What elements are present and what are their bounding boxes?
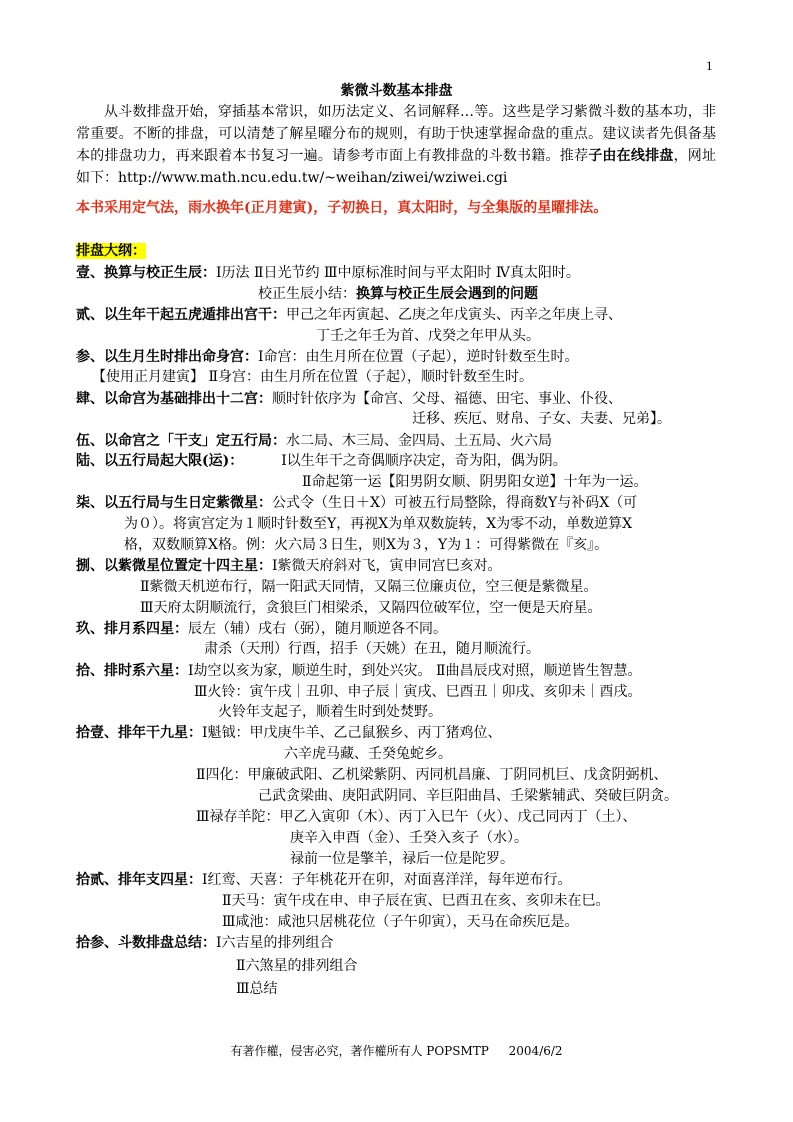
outline-line: 拾壹、排年干九星：Ⅰ魁钺：甲戊庚牛羊、乙己鼠猴乡、丙丁猪鸡位、	[76, 725, 502, 741]
outline-line: 贰、以生年干起五虎遁排出宫干：甲己之年丙寅起、乙庚之年戊寅头、丙辛之年庚上寻、	[76, 307, 622, 323]
outline-line: 肆、以命宫为基础排出十二宫：顺时针依序为【命宫、父母、福德、田宅、事业、仆役、	[76, 391, 622, 407]
page-number: 1	[706, 58, 713, 73]
outline-line: 伍、以命宫之「干支」定五行局：水二局、木三局、金四局、土五局、火六局	[76, 433, 552, 449]
outline-line: 庚辛入申酉（金）、壬癸入亥子（水）。	[290, 830, 528, 846]
outline-line: 【使用正月建寅】 Ⅱ身宫：由生月所在位置（子起），顺时针数至生时。	[92, 369, 533, 385]
outline-line: 己武贪梁曲、庚阳武阴同、辛巨阳曲昌、壬梁紫辅武、癸破巨阴贪。	[258, 788, 678, 804]
outline-line: 肃杀（天刑）行酉，招手（天姚）在丑，随月顺流行。	[204, 641, 540, 657]
outline-heading	[76, 240, 146, 260]
outline-line: Ⅱ命起第一运【阳男阴女顺、阴男阳女逆】十年为一运。	[302, 474, 648, 490]
outline-line: Ⅱ天马：寅午戌在申、申子辰在寅、巳酉丑在亥、亥卯未在巳。	[222, 893, 610, 909]
outline-line: 拾参、斗数排盘总结：Ⅰ六吉星的排列组合	[76, 935, 334, 951]
page-footer	[0, 1042, 793, 1059]
outline-line: Ⅲ咸池：咸池只居桃花位（子午卯寅），天马在命疾厄是。	[222, 914, 579, 930]
method-note: 本书采用定气法，雨水换年(正月建寅)，子初换日，真太阳时，与全集版的星曜排法。	[76, 200, 608, 216]
outline-line: Ⅱ紫微天机逆布行，隔一阳武天同情，又隔三位廉贞位，空三便是紫微星。	[140, 579, 598, 595]
outline-line: 校正生辰小结：换算与校正生辰会遇到的问题	[258, 286, 538, 302]
outline-line: 火铃年支起子，顺着生时到处焚野。	[218, 704, 442, 720]
outline-line: 禄前一位是擎羊，禄后一位是陀罗。	[290, 851, 514, 867]
outline-line: 格，双数顺算X格。例：火六局３日生，则X为３，Y为１：可得紫微在『亥』。	[124, 537, 609, 553]
intro-paragraph	[76, 101, 716, 189]
outline-line: 丁壬之年壬为首、戊癸之年甲从头。	[316, 328, 540, 344]
outline-line: 参、以生月生时排出命身宫：Ⅰ命宫：由生月所在位置（子起），逆时针数至生时。	[76, 349, 579, 365]
outline-line: 玖、排月系四星：辰左（辅）戌右（弼），随月顺逆各不同。	[76, 621, 447, 637]
outline-line: Ⅲ总结	[236, 981, 278, 997]
outline-heading-text: 排盘大纲：	[76, 243, 146, 259]
footer-copyright: 有著作權，侵害必究，著作權所有人 POPSMTP	[230, 1044, 489, 1058]
outline-line: 为０）。将寅宫定为１顺时针数至Y，再视X为单双数旋转，X为零不动，单数逆算X	[124, 516, 633, 532]
outline-line: Ⅱ六煞星的排列组合	[236, 958, 358, 974]
outline-line: 拾、排时系六星：Ⅰ劫空以亥为家，顺逆生时，到处兴灾。 Ⅱ曲昌辰戌对照，顺逆皆生智慧。	[76, 663, 642, 679]
outline-line: 迁移、疾厄、财帛、子女、夫妻、兄弟】。	[412, 411, 671, 427]
outline-line: Ⅱ四化：甲廉破武阳、乙机梁紫阴、丙同机昌廉、丁阴同机巨、戊贪阴弼机、	[196, 767, 668, 783]
footer-date: 2004/6/2	[508, 1044, 563, 1058]
outline-line: 柒、以五行局与生日定紫微星：公式令（生日＋X）可被五行局整除，得商数Y与补码X（可	[76, 495, 638, 511]
outline-line: Ⅲ禄存羊陀：甲乙入寅卯（木）、丙丁入巳午（火）、戊己同丙丁（土）、	[196, 809, 637, 825]
outline-line: Ⅲ天府太阴顺流行，贪狼巨门相梁杀，又隔四位破军位，空一便是天府星。	[140, 600, 602, 616]
outline-line: 陆、以五行局起大限(运)： Ⅰ以生年干之奇偶顺序决定，奇为阳，偶为阴。	[76, 453, 567, 469]
intro-url-text: ，网址如下：http://www.math.ncu.edu.tw/~weihan/ziwei/wziwei.cgi	[76, 148, 717, 186]
page-title: 紫微斗数基本排盘	[340, 83, 453, 99]
outline-line: Ⅲ火铃：寅午戌｜丑卯、申子辰｜寅戌、巳酉丑｜卯戌、亥卯未｜酉戌。	[194, 684, 642, 700]
outline-line: 捌、以紫微星位置定十四主星：Ⅰ紫微天府斜对飞，寅申同宫巳亥对。	[76, 558, 502, 574]
outline-line: 壹、换算与校正生辰：Ⅰ历法 Ⅱ日光节约 Ⅲ中原标准时间与平太阳时 Ⅳ真太阳时。	[76, 265, 580, 281]
outline-line: 六辛虎马藏、壬癸兔蛇乡。	[284, 746, 452, 762]
intro-text: 从斗数排盘开始，穿插基本常识，如历法定义、名词解释…等。这些是学习紫微斗数的基本功，非常重要。不断的排盘，可以清楚了解星曜分布的规则，有助于快速掌握命盘的重点。建议读者先俱备基本的排盘功力，再来跟着本书复习一遍。请参考市面上有教排盘的斗数书籍。推荐	[76, 104, 716, 164]
outline-line: 拾贰、排年支四星：Ⅰ红鸾、天喜：子年桃花开在卯，对面喜洋洋，每年逆布行。	[76, 872, 572, 888]
intro-bold: 子由在线排盘	[588, 148, 674, 164]
